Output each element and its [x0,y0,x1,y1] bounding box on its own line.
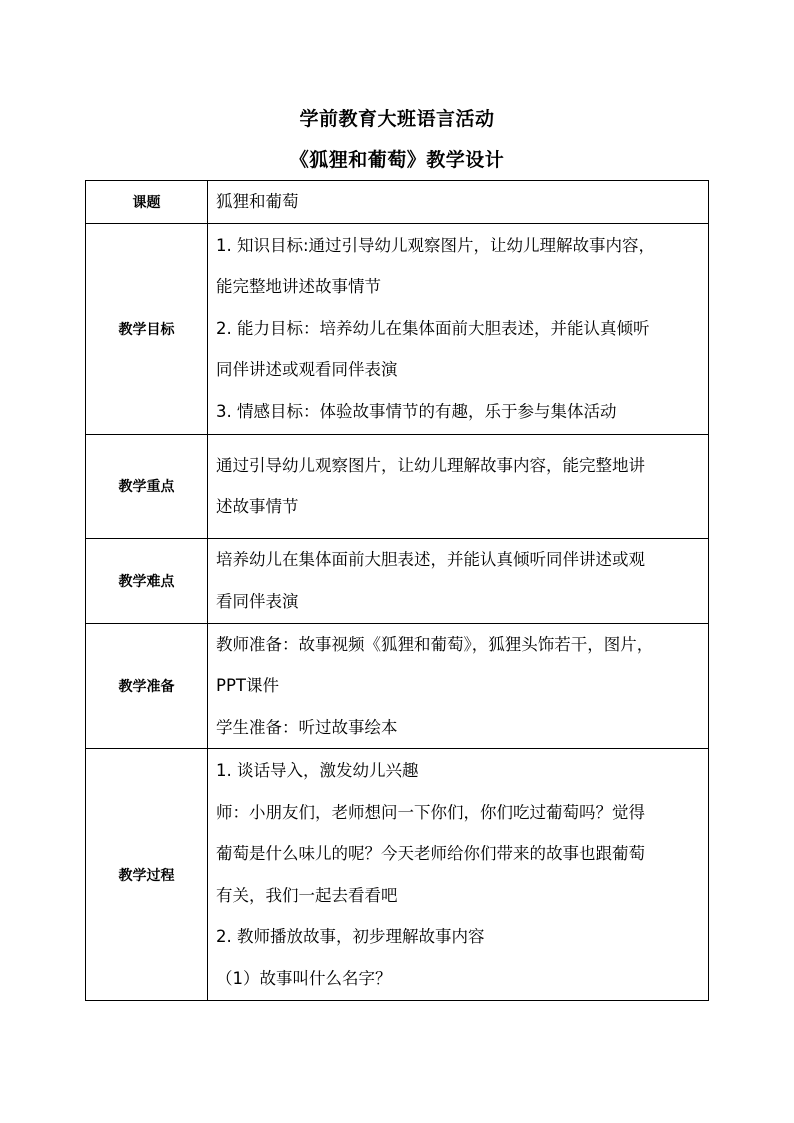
row-content-preparation [208,623,709,749]
content-line: 2. 教师播放故事，初步理解故事内容 [216,927,485,946]
content-line: 狐狸和葡萄 [216,192,299,211]
content-line: 师：小朋友们，老师想问一下你们，你们吃过葡萄吗？觉得 [216,802,645,822]
content-line: 通过引导幼儿观察图片，让幼儿理解故事内容，能完整地讲 [216,455,645,475]
content-line: 2. 能力目标：培养幼儿在集体面前大胆表述，并能认真倾听 [216,318,650,338]
table-row-topic [86,181,709,224]
content-line: 3. 情感目标：体验故事情节的有趣，乐于参与集体活动 [216,401,617,421]
content-line: 1. 知识目标:通过引导幼儿观察图片，让幼儿理解故事内容， [216,235,656,255]
table-row-preparation [86,623,709,749]
content-line: 学生准备：听过故事绘本 [216,717,398,737]
content-line: 教师准备：故事视频《狐狸和葡萄》，狐狸头饰若干，图片， [216,634,654,654]
content-line: 述故事情节 [216,497,299,516]
lesson-plan-table [85,180,709,1001]
content-line: 培养幼儿在集体面前大胆表述，并能认真倾听同伴讲述或观 [216,550,645,569]
content-line: 葡萄是什么味儿的呢？今天老师给你们带来的故事也跟葡萄 [216,844,645,863]
table-row-process [86,749,709,1001]
row-label-difficulties: 教学难点 [86,538,208,623]
row-content-difficulties [208,538,709,623]
row-content-objectives [208,223,709,434]
document-subtitle: 《狐狸和葡萄》教学设计 [289,149,505,171]
table-row-objectives [86,223,709,434]
row-label-objectives: 教学目标 [86,223,208,434]
row-content-process [208,749,709,1001]
content-line: 同伴讲述或观看同伴表演 [216,360,398,380]
row-content-topic [208,181,709,224]
row-label-process: 教学过程 [86,749,208,1001]
document-title: 学前教育大班语言活动 [299,108,495,130]
row-label-topic: 课题 [86,181,208,224]
content-line: 看同伴表演 [216,591,299,611]
row-content-key-points [208,434,709,538]
content-line: 1. 谈话导入，激发幼儿兴趣 [216,761,419,780]
content-line: 能完整地讲述故事情节 [216,277,381,297]
table-row-difficulties [86,538,709,623]
row-label-preparation: 教学准备 [86,623,208,749]
row-label-key-points: 教学重点 [86,434,208,538]
content-line: 有关，我们一起去看看吧 [216,885,398,905]
content-line: PPT课件 [216,676,279,695]
content-line: （1）故事叫什么名字？ [216,968,392,988]
table-row-key-points [86,434,709,538]
